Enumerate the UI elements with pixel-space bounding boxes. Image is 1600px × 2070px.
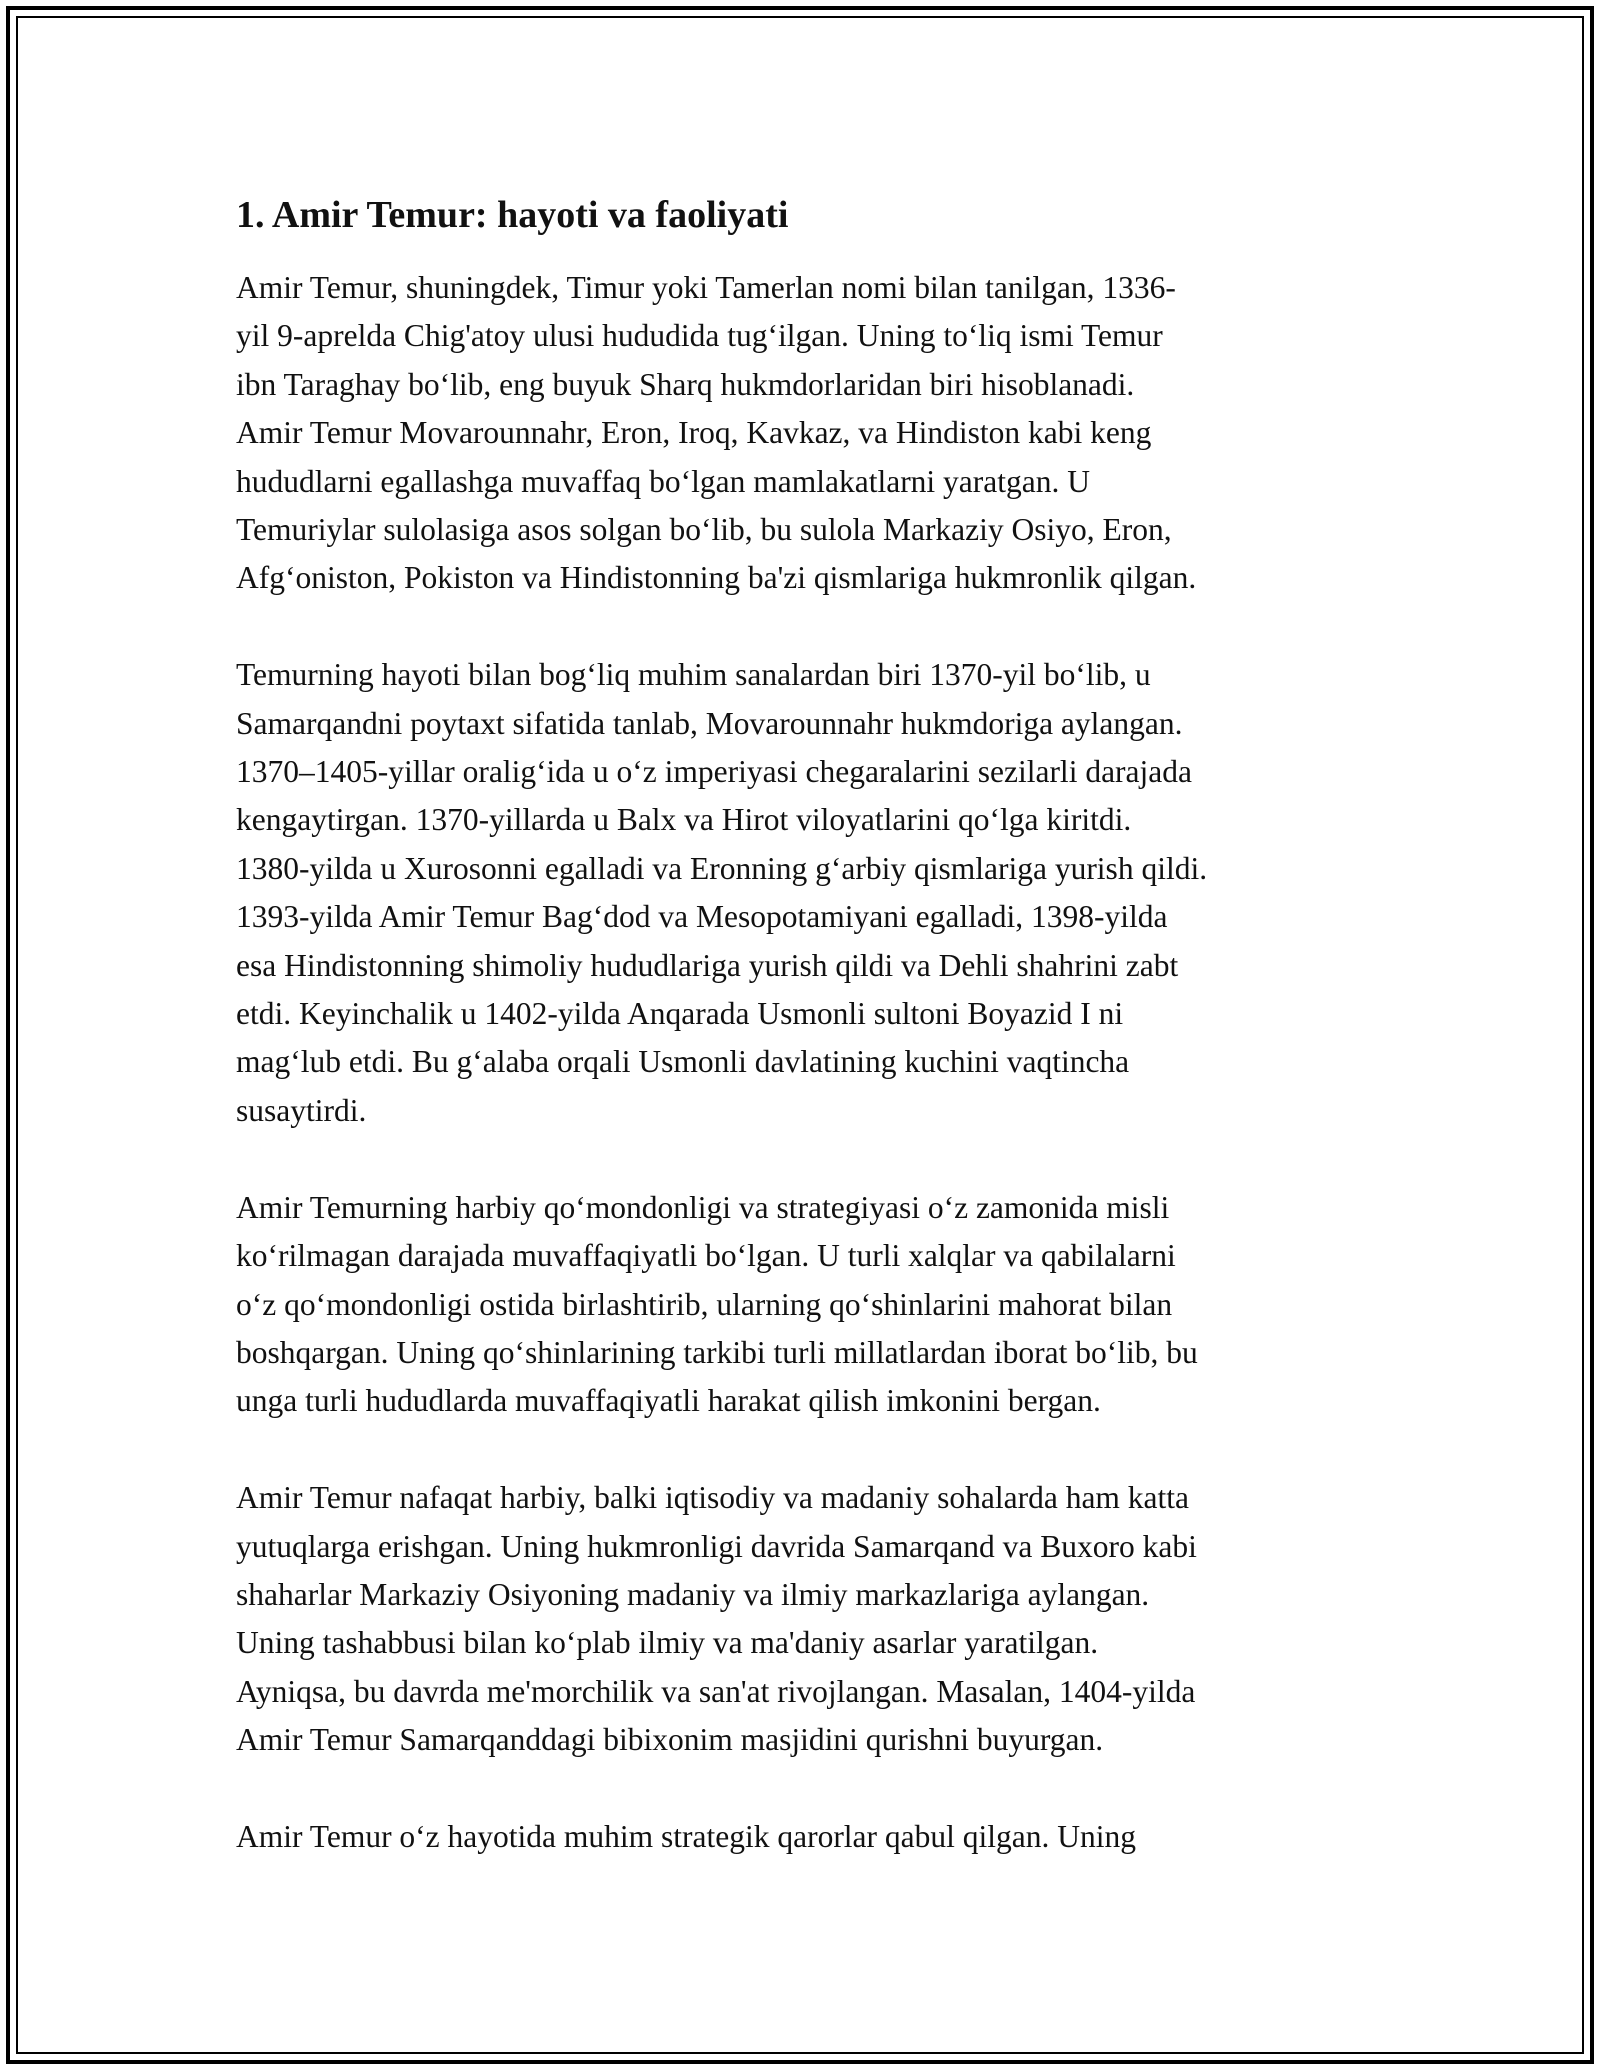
- text-line: 1393-yilda Amir Temur Bag‘dod va Mesopotamiyani egalladi, 1398-yilda: [236, 899, 1168, 935]
- text-line: mag‘lub etdi. Bu g‘alaba orqali Usmonli davlatining kuchini vaqtincha: [236, 1044, 1130, 1080]
- text-line: unga turli hududlarda muvaffaqiyatli harakat qilish imkonini bergan.: [236, 1383, 1101, 1419]
- text-line: Amir Temur o‘z hayotida muhim strategik qarorlar qabul qilgan. Uning: [236, 1818, 1136, 1854]
- text-line: yutuqlarga erishgan. Uning hukmronligi davrida Samarqand va Buxoro kabi: [236, 1528, 1197, 1564]
- paragraph-list: [236, 264, 1366, 1861]
- paragraph: [236, 264, 1366, 603]
- text-line: Amir Temurning harbiy qo‘mondonligi va strategiyasi o‘z zamonida misli: [236, 1189, 1170, 1225]
- text-line: ibn Taraghay bo‘lib, eng buyuk Sharq hukmdorlaridan biri hisoblanadi.: [236, 366, 1135, 402]
- text-line: Amir Temur Movarounnahr, Eron, Iroq, Kavkaz, va Hindiston kabi keng: [236, 415, 1152, 451]
- text-line: susaytirdi.: [236, 1092, 367, 1128]
- text-line: o‘z qo‘mondonligi ostida birlashtirib, ularning qo‘shinlarini mahorat bilan: [236, 1286, 1173, 1322]
- text-line: esa Hindistonning shimoliy hududlariga yurish qildi va Dehli shahrini zabt: [236, 947, 1179, 983]
- text-line: Uning tashabbusi bilan ko‘plab ilmiy va ma'daniy asarlar yaratilgan.: [236, 1625, 1099, 1661]
- paragraph: [236, 1474, 1366, 1764]
- text-line: kengaytirgan. 1370-yillarda u Balx va Hirot viloyatlarini qo‘lga kiritdi.: [236, 802, 1132, 838]
- paragraph: [236, 651, 1366, 1135]
- text-line: hududlarni egallashga muvaffaq bo‘lgan mamlakatlarni yaratgan. U: [236, 463, 1090, 499]
- text-line: Afg‘oniston, Pokiston va Hindistonning ba'zi qismlariga hukmronlik qilgan.: [236, 560, 1197, 596]
- text-line: shaharlar Markaziy Osiyoning madaniy va ilmiy markazlariga aylangan.: [236, 1576, 1150, 1612]
- text-line: Amir Temur nafaqat harbiy, balki iqtisodiy va madaniy sohalarda ham katta: [236, 1480, 1190, 1516]
- text-line: etdi. Keyinchalik u 1402-yilda Anqarada Usmonli sultoni Boyazid I ni: [236, 996, 1124, 1032]
- text-line: Temuriylar sulolasiga asos solgan bo‘lib, bu sulola Markaziy Osiyo, Eron,: [236, 512, 1172, 548]
- document-body: [236, 188, 1366, 1910]
- paragraph: [236, 1184, 1366, 1426]
- text-line: Amir Temur, shuningdek, Timur yoki Tamerlan nomi bilan tanilgan, 1336-: [236, 270, 1176, 305]
- text-line: 1380-yilda u Xurosonni egalladi va Eronning g‘arbiy qismlariga yurish qildi.: [236, 850, 1208, 886]
- text-line: Ayniqsa, bu davrda me'morchilik va san'at rivojlangan. Masalan, 1404-yilda: [236, 1673, 1196, 1709]
- text-line: boshqargan. Uning qo‘shinlarining tarkibi turli millatlardan iborat bo‘lib, bu: [236, 1334, 1198, 1370]
- text-line: Temurning hayoti bilan bog‘liq muhim sanalardan biri 1370-yil bo‘lib, u: [236, 657, 1151, 693]
- text-line: yil 9-aprelda Chig'atoy ulusi hududida tug‘ilgan. Uning to‘liq ismi Temur: [236, 318, 1163, 354]
- text-line: Samarqandni poytaxt sifatida tanlab, Movarounnahr hukmdoriga aylangan.: [236, 705, 1183, 741]
- text-line: ko‘rilmagan darajada muvaffaqiyatli bo‘lgan. U turli xalqlar va qabilalarni: [236, 1238, 1176, 1274]
- document-title: 1. Amir Temur: hayoti va faoliyati: [236, 194, 789, 236]
- text-line: 1370–1405-yillar oralig‘ida u o‘z imperiyasi chegaralarini sezilarli darajada: [236, 754, 1192, 790]
- paragraph: [236, 1813, 1366, 1861]
- text-line: Amir Temur Samarqanddagi bibixonim masjidini qurishni buyurgan.: [236, 1722, 1104, 1758]
